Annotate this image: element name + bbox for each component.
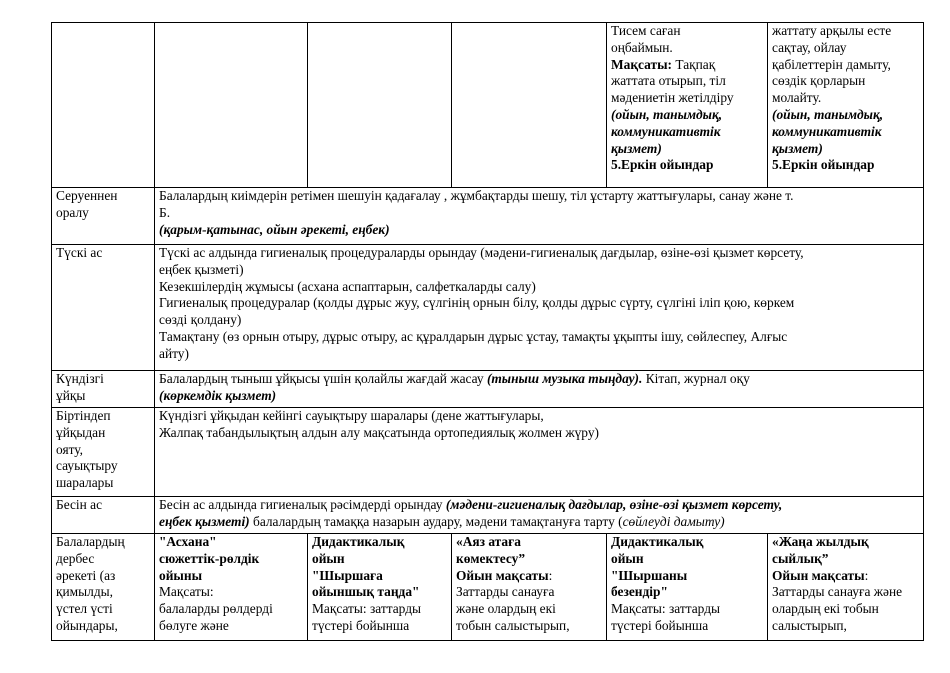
activity-tag: (ойын, танымдық, [772, 106, 884, 122]
cell-text: жаттата отырып, тіл [611, 73, 726, 89]
game-title: көмектесу” [456, 550, 526, 566]
table-row [52, 371, 924, 408]
cell-text: сақтау, ойлау [772, 39, 847, 55]
cell-text: балаларды рөлдерді [159, 601, 273, 617]
row-label-text: ұйқы [56, 387, 86, 403]
row-label-text: Бесін ас [56, 497, 103, 512]
row-label-text: қимылды, [56, 584, 113, 600]
goal-label: Мақсаты: [611, 56, 672, 72]
cell-text: Күндізгі ұйқыдан кейінгі сауықтыру шаралары (дене жаттығулары, [159, 408, 544, 423]
cell-text: Кітап, журнал оқу [642, 371, 750, 386]
game-title: сыйлық” [772, 550, 829, 566]
row-label-text: ойындары, [56, 617, 118, 633]
row-content [155, 408, 924, 497]
row-label [52, 534, 155, 641]
cell-text: және олардың екі [456, 601, 556, 617]
cell-text: айту) [159, 345, 189, 361]
cell-text: Мақсаты: заттарды [312, 601, 422, 617]
row-label-text: дербес [56, 550, 95, 566]
game-cell-5 [768, 534, 924, 641]
game-cell-3 [452, 534, 607, 641]
activity-tag: (көркемдік қызмет) [159, 387, 277, 403]
cell-text: Балалардың киімдерін ретімен шешуін қадағалау , жұмбақтарды шешу, тіл ұстарту жаттығулары, санау және т. [159, 188, 794, 203]
game-cell-2 [308, 534, 452, 641]
cell-text: Тақпақ [672, 56, 716, 72]
game-title: «Аяз атаға [456, 534, 521, 549]
row-label-text: шаралары [56, 475, 114, 491]
row-label-text: оралу [56, 204, 89, 220]
cell-text: Мақсаты: [159, 584, 214, 600]
cell-text: мәдениетін жетілдіру [611, 90, 734, 106]
row-label-text: үстел үсті [56, 601, 113, 617]
free-games-heading: 5.Еркін ойындар [772, 157, 875, 173]
game-cell-4 [607, 534, 768, 641]
cell-text: Жалпақ табандылықтың алдын алу мақсатында ортопедиялық жолмен жүру) [159, 424, 599, 440]
game-title: сюжеттік-рөлдік [159, 550, 260, 566]
cell-text: түстері бойынша [611, 617, 709, 633]
row-label [52, 371, 155, 408]
cell-text: түстері бойынша [312, 617, 410, 633]
row-label [52, 408, 155, 497]
cell-text: Б. [159, 204, 171, 220]
table-row [52, 408, 924, 497]
cell-text: оңбаймын. [611, 39, 673, 55]
row-content [155, 245, 924, 371]
empty-cell [308, 23, 452, 188]
activity-tag: коммуникативтік [772, 123, 882, 139]
goal-line [611, 57, 763, 74]
cell-text: Заттарды санауға және [772, 584, 903, 600]
row-label [52, 497, 155, 534]
row-label-text: Балалардың [56, 534, 125, 549]
row-label-text: ояту, [56, 441, 83, 457]
game-title: "Шыршаға [312, 567, 383, 583]
cell-text: олардың екі тобын [772, 601, 879, 617]
snack-line-1 [159, 497, 919, 514]
activity-tag: коммуникативтік [611, 123, 721, 139]
goal-line [456, 568, 602, 585]
activity-tag: (ойын, танымдық, [611, 106, 723, 122]
cell-text: Балалардың тыныш ұйқысы үшін қолайлы жағдай жасау [159, 371, 487, 386]
game-title: "Шыршаны [611, 567, 688, 583]
cell-text: : [864, 567, 869, 583]
activity-tag: сөйлеуді дамыту) [622, 513, 725, 529]
cell-text: балалардың тамаққа назарын аудару, мәдени тамақтануға тарту ( [249, 513, 623, 529]
game-title: Дидактикалық [312, 534, 405, 549]
activity-tag: (тыныш музыка тыңдау). [486, 371, 643, 386]
cell-text: Бесін ас алдында гигиеналық рәсімдерді орындау [159, 497, 446, 512]
activity-tag: қызмет) [772, 140, 823, 156]
cell-text: еңбек қызметі) [159, 261, 244, 277]
row-content [155, 188, 924, 245]
activity-tag: еңбек қызметі) [159, 513, 250, 529]
cell-text: Гигиеналық процедуралар (қолды дұрыс жуу, сүлгінің орнын білу, қолды дұрыс сүрту, сүлгіні іліп қою, көркем [159, 295, 795, 311]
row-label-text: Біртіндеп [56, 408, 111, 423]
cell-text: қабілеттерін дамыту, [772, 56, 891, 72]
row-label [52, 188, 155, 245]
cell-text: молайту. [772, 90, 822, 106]
row-label-text: Түскі ас [56, 245, 103, 260]
goal-label: Ойын мақсаты [456, 567, 549, 583]
cell-text: салыстырып, [772, 617, 847, 633]
snack-line-2 [159, 514, 919, 531]
game-title: Дидактикалық [611, 534, 704, 549]
row-label-text: Күндізгі [56, 371, 104, 386]
cell-text: сөзді қолдану) [159, 312, 242, 328]
table-row [52, 23, 924, 188]
cell-text: Кезекшілердің жұмысы (асхана аспаптарын, салфеткаларды салу) [159, 278, 536, 294]
cell-text: : [548, 567, 553, 583]
game-title: ойын [611, 550, 644, 566]
cell-text: Түскі ас алдында гигиеналық процедураларды орындау (мәдени-гигиеналық дағдылар, өзіне-өзі қызмет көрсету, [159, 245, 804, 260]
row-label-text: сауықтыру [56, 458, 118, 474]
row-label [52, 245, 155, 371]
activity-cell-col6 [768, 23, 924, 188]
empty-cell [452, 23, 607, 188]
free-games-heading: 5.Еркін ойындар [611, 157, 714, 173]
game-title: «Жаңа жылдық [772, 534, 869, 549]
game-title: "Асхана" [159, 534, 217, 549]
cell-text: Тисем саған [611, 23, 681, 38]
cell-text: жаттату арқылы есте [772, 23, 892, 38]
activity-cell-col5 [607, 23, 768, 188]
row-content [155, 371, 924, 408]
daily-plan-table [51, 22, 924, 641]
row-content [155, 497, 924, 534]
cell-text: Мақсаты: заттарды [611, 601, 721, 617]
game-title: ойыны [159, 567, 203, 583]
activity-tag: (мәдени-гигиеналық дағдылар, өзіне-өзі қызмет көрсету, [445, 497, 783, 512]
table-row [52, 497, 924, 534]
game-cell-1 [155, 534, 308, 641]
row-label-text: Серуеннен [56, 188, 118, 203]
cell-text: тобын салыстырып, [456, 617, 570, 633]
game-title: ойыншық таңда" [312, 584, 420, 600]
activity-tag: (қарым-қатынас, ойын әрекеті, еңбек) [159, 221, 390, 237]
row-label-text: ұйқыдан [56, 424, 106, 440]
empty-cell [52, 23, 155, 188]
goal-label: Ойын мақсаты [772, 567, 865, 583]
game-title: ойын [312, 550, 345, 566]
row-label-text: әрекеті (аз [56, 567, 116, 583]
cell-text: бөлуге және [159, 617, 229, 633]
table-row [52, 188, 924, 245]
table-row [52, 534, 924, 641]
cell-text: Заттарды санауға [456, 584, 555, 600]
empty-cell [155, 23, 308, 188]
game-title: безендір" [611, 584, 668, 600]
cell-text: Тамақтану (өз орнын отыру, дұрыс отыру, ас құралдарын дұрыс ұстау, тамақты ұқыпты ішу, сөйлеспеу, Алғыс [159, 328, 788, 344]
goal-line [772, 568, 919, 585]
nap-line [159, 371, 919, 388]
table-row [52, 245, 924, 371]
cell-text: сөздік қорларын [772, 73, 866, 89]
activity-tag: қызмет) [611, 140, 662, 156]
